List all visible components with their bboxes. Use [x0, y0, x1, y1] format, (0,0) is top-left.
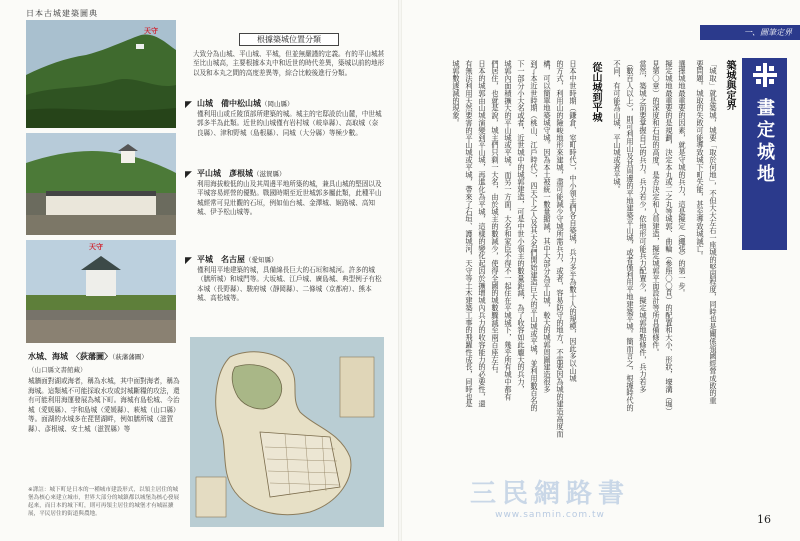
type-name: 平山城 彥根城 [197, 169, 253, 178]
hagi-castle-map [190, 337, 384, 527]
type-hirayamajiro [185, 168, 385, 218]
type-description: 利用海拔較低的山及其周邊平地所築的城，兼具山城的堅固以及平城容易經營的優點。戰國時期至近世城郭多屬此類，此種平山城經常可見壯觀的石垣，例如仙台城、金澤城、姬路城、高知城、伊予松山城等。 [197, 180, 382, 217]
tenshu-label: 天守 [89, 243, 103, 251]
mizujiro-caption [28, 351, 183, 435]
watermark-text: 三民網路書 [469, 479, 630, 509]
type-description: 僅利用平地建築的城，具備綿長巨大的石垣和城河。許多的城（膳所城）和城門等。大坂城、江戶城、廣島城、典型例子有松本城（長野縣）、駿府城（靜岡縣）、二條城（京都府）、熊本城、高松城等。 [197, 266, 382, 303]
photo-hirayamajiro [26, 133, 176, 235]
section-label: 一、圖筆定界 [744, 28, 792, 37]
running-head: 日本古城建築圖典 [26, 9, 98, 18]
section-heading-2: 從山城到平城 [590, 62, 601, 122]
caption-source: （山口縣文書館藏） [28, 366, 87, 374]
body-column: 日本的城郭由山城演變到平山城，再進化為平城，這樣的變化起因於擴增城內兵力的收容能力的必要性，還 [478, 60, 487, 408]
body-column: 城郭內面積擴大的平山城或平城。而另一方面，大名和家臣不得不一起住在平城城下，幾乎所有城中都有 [504, 60, 513, 401]
type-hirajiro [185, 254, 385, 304]
photo-yamajiro [26, 20, 176, 128]
chapter-title: 畫定城地 [754, 98, 775, 186]
body-column: 擬定城地最重要的是規劃，決定本丸或二之丸等城郭、曲輪（參照〇〇頁）的配置和大小、形狀，壕溝（堀） [665, 60, 674, 416]
type-name: 山城 備中松山城 [197, 99, 261, 108]
chapter-cross-icon [753, 63, 777, 87]
body-column: 要問題。城取的失敗可能導致城下町失能，甚至導致城滅亡。 [696, 60, 705, 260]
type-heading [185, 168, 385, 180]
body-column: （數百人以上），則可利用山及其周邊的平地建築平山城，或者僅利用平地建築平城。簡而言之，根據時代的 [626, 60, 635, 412]
body-column: 見第〇章）的深度和石垣的高度、是否決定和人員建造，擬定城郭平面設計等所具備條件。 [652, 60, 661, 356]
page-number: 16 [757, 513, 771, 526]
gutter [398, 0, 402, 541]
pointer-arrow-icon: ◤ [185, 256, 192, 266]
type-heading [185, 98, 385, 110]
pointer-arrow-icon: ◤ [185, 100, 192, 110]
body-column: 選擇城地最重要的因素，就是守城的兵力，這是擬定（繩張）的第一步。 [678, 60, 687, 297]
watermark-url: www.sanmin.com.tw [495, 510, 605, 520]
body-column: 到了本近世時期（桃山、江戶時代），四天下之人及其大名們開始建造巨大的平山城或平城，並利用數百名的 [530, 60, 539, 412]
body-column: 的方式，利用山的險峻地形來建城，盡可能減少守城所需兵力，或者，容易防守的地方，不需要因為城的建造高度而 [556, 60, 565, 438]
type-pref: （岡山縣） [261, 100, 294, 108]
pointer-arrow-icon: ◤ [185, 170, 192, 180]
type-pref: （愛知縣） [245, 256, 278, 264]
body-column: 日本中世時期（鎌倉、室町時代），中小領主們各自築城，兵力多半為數十人的規模，因此多以山城 [569, 60, 578, 382]
caption-title-note: （萩藩藩圖） [112, 353, 148, 361]
classification-box [193, 33, 385, 93]
caption-heading [28, 351, 183, 363]
tenshu-label: 天守 [144, 27, 158, 35]
type-yamajiro [185, 98, 385, 138]
body-column: 下一部分小大名或者，近世城中的城郭建造，可是中世小領主的數量鉅減，為了收容如此龐大的兵力， [517, 60, 526, 393]
classification-title: 根據築城位置分類 [239, 33, 339, 46]
body-column: 「城取」就是築城，城要「取於何地」，不但大大左右一座城的堅固程度，同時也是關係領國經營成敗的重 [709, 60, 718, 405]
section-heading-1: 築城與定界 [724, 60, 735, 110]
caption-title: 水城、海城 〈荻藩圖〉 [28, 352, 112, 361]
photo-hirajiro [26, 240, 176, 343]
type-heading [185, 254, 385, 266]
footnote: ※譯註：城下町是日本的一種城市建設形式，以領主居住的城堡為核心來建立城市，世界大部分的城鎮都以城堡為核心發展起來，而日本的城下町，則可再領主居住的城堡才有城區擴展，平民居住的街道與農地。 [28, 487, 180, 517]
body-column: 當然，築城之前要掌握自己的兵力。兵力若少，依地形可能兵力配置少，擬定城郭地點條件，兵力若多 [639, 60, 648, 393]
type-description: 僅利用山或丘陵頂部所建築的城。城主的宅邸設於山麓，中世城郭多半為此類。近世的山城僅有岩村城（岐阜縣）、高取城（奈良縣）、津和野城（島根縣）、同城（大分縣）等極少數。 [197, 110, 382, 137]
type-name: 平城 名古屋 [197, 255, 245, 264]
body-column: 不同，有可能為山城，平山城或者平城。 [613, 60, 622, 194]
caption-text: 城牆面對湖或海者，稱為水城，其中面對海者，稱為海城。這類城不可能採取水攻或封城斷糧的攻法，還有可能利用海運發展為城下町。海城有島松城、今治城（愛媛縣）、宇和島城（愛媛縣）、萩城（山口縣）等。面湖的水城多在琵琶湖畔，例如膳所城（滋賀縣）、彥根城、安土城（滋賀縣）等 [28, 377, 180, 433]
classification-text: 大致分為山城、平山城、平城，但並無嚴謹的定義。有的平山城甚至比山城高，主要根據本丸中和近世的時代差異，築城以前的地形以及和本丸之間的高度差異等，綜合比較後進行分類。 [193, 50, 385, 77]
body-column: 們居住，也就是說，城主們只剩一大名，由於城主的數減少，使得全國的城數驟減至兩百座左右。 [491, 60, 500, 379]
body-column: 構，可以簡單地築城守城。因為本土被統一數量縮減，其中大部分為平山城，較大的城郭周圍建造很多 [543, 60, 552, 393]
body-column: 有無法利用天然要害的平山城或平城，帶來了石垣、護城河，天守等土木建築工事的飛躍性成長，同時也是 [465, 60, 474, 408]
type-pref: （滋賀縣） [253, 170, 286, 178]
body-column: 城郭數遽減的現象。 [452, 60, 461, 127]
